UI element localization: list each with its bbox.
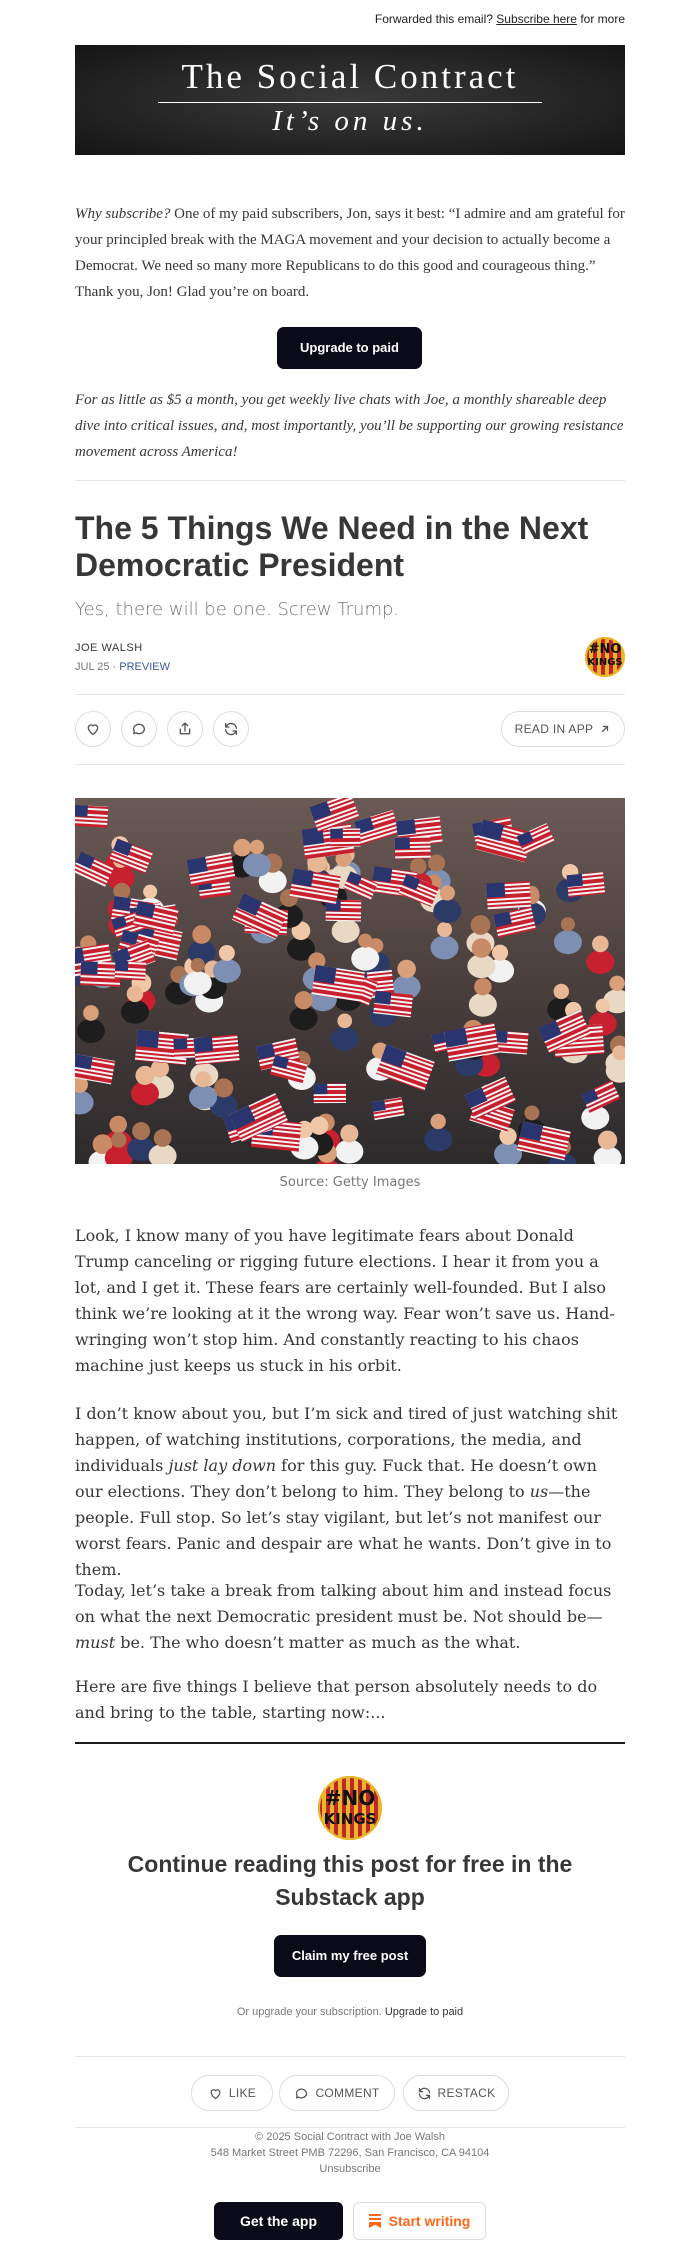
promo-text: For as little as $5 a month, you get weekly live chats with Joe, a monthly shareable deep dive into critical issues, and, most importantly, you’ll be supporting our growing resistance movement across America! (75, 392, 624, 460)
body-paragraph-2-emphasis-1: just lay down (168, 1456, 277, 1475)
share-button[interactable] (167, 711, 203, 747)
restack-icon (417, 2086, 432, 2101)
divider (75, 2056, 625, 2057)
publication-logo-no-kings[interactable] (318, 1776, 382, 1840)
upgrade-note (0, 2006, 700, 2018)
comment-icon (294, 2086, 309, 2101)
arrow-up-right-icon (599, 723, 611, 735)
crowd-with-flags-photo[interactable] (75, 798, 625, 1164)
restack-label: RESTACK (437, 2086, 496, 2100)
body-paragraph-3-emphasis: must (75, 1633, 116, 1652)
banner-tagline: It’s on us. (272, 105, 428, 137)
logo-text-2: KINGS (323, 1810, 377, 1828)
restack-icon (223, 721, 239, 737)
divider (75, 764, 625, 765)
comment-button[interactable] (121, 711, 157, 747)
start-writing-label: Start writing (388, 2213, 471, 2229)
body-paragraph-2-emphasis-2: us (529, 1482, 549, 1501)
forward-suffix: for more (576, 12, 625, 26)
publication-banner[interactable] (75, 45, 625, 155)
logo-text-1: #NO (324, 1786, 376, 1810)
body-paragraph-3-text-a: Today, let’s take a break from talking about him and instead focus on what the next Democratic president must be. Not should be— (75, 1581, 612, 1626)
upgrade-note-text: Or upgrade your subscription. (236, 2006, 385, 2018)
body-paragraph-2 (75, 1401, 625, 1583)
image-caption: Source: Getty Images (279, 1175, 421, 1190)
badge-text-1: #NO (588, 642, 622, 657)
body-paragraph-2-text-c: —the people. Full stop. So let’s stay vigilant, but let’s not manifest our worst fears. Panic and despair are what he wants. Don’t give in to them. (75, 1482, 612, 1579)
post-date: JUL 25 (75, 661, 110, 673)
subscribe-pitch (75, 201, 625, 305)
post-subtitle: Yes, there will be one. Screw Trump. (75, 599, 400, 620)
start-writing-button[interactable] (353, 2202, 486, 2240)
claim-free-post-button[interactable]: Claim my free post (274, 1935, 426, 1977)
upgrade-link[interactable]: Upgrade to paid (384, 2006, 464, 2018)
subscribe-pitch-lead: Why subscribe? (75, 206, 171, 222)
footer-address: 548 Market Street PMB 72296, San Francisco, CA 94104 (210, 2147, 490, 2159)
forward-prefix: Forwarded this email? (374, 12, 497, 26)
substack-logo-icon (369, 2214, 381, 2228)
preview-label: PREVIEW (119, 661, 170, 673)
body-paragraph-2-text-b: for this guy. Fuck that. He doesn’t own our elections. They don’t belong to him. They belong to (75, 1456, 597, 1501)
comment-icon (131, 721, 147, 737)
cta-title: Continue reading this post for free in the Substack app (127, 1851, 573, 1910)
footer-like-button[interactable] (191, 2075, 273, 2111)
body-paragraph-4: Here are five things I believe that person absolutely needs to do and bring to the table, starting now:... (75, 1677, 598, 1722)
body-paragraph-2-text-a: I don’t know about you, but I’m sick and tired of just watching shit happen, of watching institutions, corporations, the media, and individuals (75, 1404, 618, 1475)
footer-copyright: © 2025 Social Contract with Joe Walsh (255, 2131, 445, 2143)
divider (75, 694, 625, 695)
heart-icon (85, 721, 101, 737)
restack-button[interactable] (213, 711, 249, 747)
post-author[interactable]: JOE WALSH (75, 642, 143, 654)
body-paragraph-1: Look, I know many of you have legitimate fears about Donald Trump canceling or rigging future elections. I hear it from you a lot, and I get it. These fears are certainly well-founded. But I also think we’re looking at it the wrong way. Fear won’t save us. Hand-wringing won’t stop him. And constantly reacting to his chaos machine just keeps us stuck in his orbit. (75, 1226, 615, 1375)
like-label: LIKE (228, 2086, 257, 2100)
badge-text-2: KINGS (587, 657, 623, 668)
subscribe-link[interactable]: Subscribe here (496, 12, 577, 26)
heart-icon (208, 2086, 223, 2101)
divider (75, 2127, 625, 2128)
banner-title: The Social Contract (181, 57, 519, 96)
divider (75, 480, 625, 481)
meta-separator: · (109, 661, 120, 673)
share-icon (177, 721, 193, 737)
author-avatar-no-kings[interactable] (585, 637, 625, 677)
read-in-app-label: READ IN APP (514, 722, 594, 736)
upgrade-button[interactable]: Upgrade to paid (277, 327, 422, 369)
comment-label: COMMENT (315, 2086, 380, 2100)
read-in-app-button[interactable] (501, 711, 625, 747)
unsubscribe-link[interactable]: Unsubscribe (319, 2163, 381, 2175)
banner-divider (158, 102, 542, 103)
post-meta (75, 661, 170, 673)
subscribe-pitch-text: One of my paid subscribers, Jon, says it best: “I admire and am grateful for your principled break with the MAGA movement and your decision to actually become a Democrat. We need so many more Republicans to do this good and courageous thing.” Thank you, Jon! Glad you’re on board. (75, 206, 625, 300)
body-paragraph-3-text-b: be. The who doesn’t matter as much as the what. (115, 1633, 521, 1652)
paywall-divider (75, 1742, 625, 1744)
footer-comment-button[interactable] (279, 2075, 395, 2111)
footer-restack-button[interactable] (403, 2075, 509, 2111)
like-button[interactable] (75, 711, 111, 747)
forward-notice (375, 12, 625, 26)
post-title[interactable]: The 5 Things We Need in the Next Democratic President (75, 510, 589, 583)
body-paragraph-3 (75, 1578, 625, 1656)
get-the-app-button[interactable]: Get the app (214, 2202, 343, 2240)
